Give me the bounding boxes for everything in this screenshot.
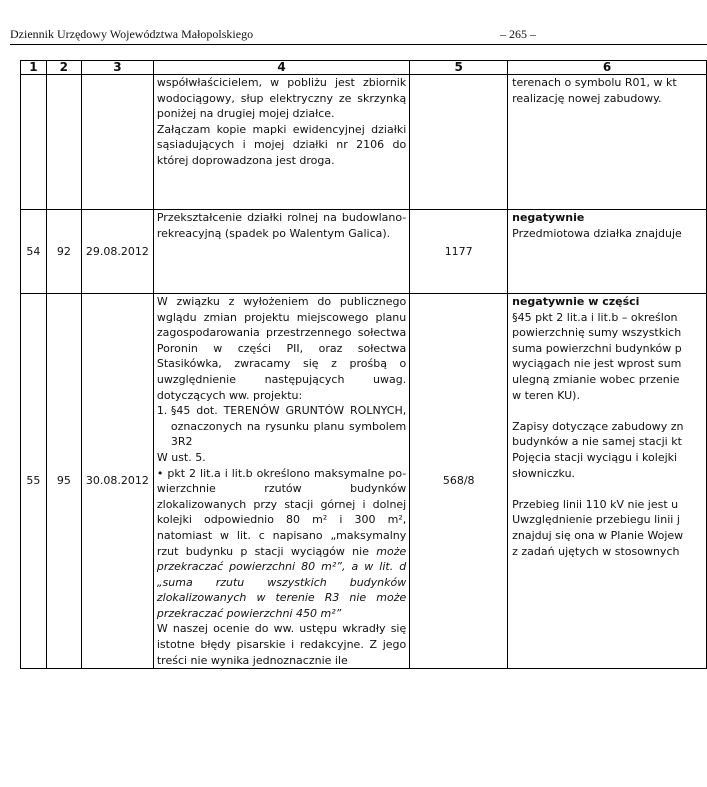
comment-paragraph: W ust. 5. — [156, 450, 206, 464]
resolution-line: §45 pkt 2 lit.a i lit.b – określon — [512, 310, 678, 324]
resolution-line: w teren KU). — [512, 388, 580, 402]
resolution-line: Przebieg linii 110 kV nie jest u — [512, 497, 679, 511]
resolution-line: realizację nowej zabudowy. — [512, 91, 662, 105]
comment-paragraph: Załączam kopie mapki ewidencyjnej działki sąsiadujących i mojej działki nr 2106 do której doprowadzona jest droga. — [156, 122, 407, 167]
journal-title: Dziennik Urzędowy Województwa Małopolskiego — [10, 27, 254, 41]
resolution-verdict: negatywnie w części — [512, 295, 640, 308]
resolution-line: powierzchnię sumy wszystkich — [512, 326, 682, 340]
table-row — [21, 75, 707, 210]
resolution-line: ulegną zmianie wobec przenie — [512, 372, 680, 386]
comment-paragraph: Przekształcenie działki rolnej na budowlano-rekreacyjną (spadek po Walentym Galica). — [156, 211, 407, 240]
row-number — [21, 75, 47, 210]
resolution-line: suma powierzchni budynków p — [512, 341, 682, 355]
resolution-line: znajduj się ona w Planie Wojew — [512, 528, 684, 542]
col-header-5: 5 — [410, 61, 508, 75]
resolution-verdict: negatywnie — [512, 211, 585, 224]
col-header-3: 3 — [81, 61, 153, 75]
resolution — [508, 75, 707, 210]
parcel-number — [410, 75, 508, 210]
table-row — [21, 210, 707, 294]
page-number: – 265 – — [500, 27, 536, 41]
resolution-line: wyciągach nie jest wprost sum — [512, 357, 682, 371]
page-header — [10, 27, 707, 47]
submission-number — [46, 75, 81, 210]
comment-paragraph: W naszej ocenie do ww. ustępu wkradły się istotne błędy pisarskie i redakcyjne. Z jego treści nie wynika jednoznacznie ile — [156, 622, 407, 667]
resolution-line — [512, 481, 706, 497]
row-number: 55 — [21, 294, 47, 669]
bullet-text: • pkt 2 lit.a i lit.b określono maksymalne po- wierzchnie rzutów budynków zlokalizowanych przy stacji górnej i dolnej kolejki odpowiednio 80 m² i 300 m², natomiast w lit. c napisano „maksymalny rzut budynku p stacji wyciągów nie — [156, 466, 407, 558]
resolution-line: Pojęcia stacji wyciągu i kolejki — [512, 450, 678, 464]
submission-date — [81, 75, 153, 210]
resolution-line: Zapisy dotyczące zabudowy zn — [512, 419, 684, 433]
resolution-line: słowniczku. — [512, 466, 576, 480]
col-header-6: 6 — [508, 61, 707, 75]
comment-paragraph: współwłaścicielem, w pobliżu jest zbiornik wodociągowy, słup elektryczny ze skrzynką poniżej na drugiej mojej działce. — [156, 76, 407, 121]
resolution-line — [512, 403, 706, 419]
comment-paragraph: W związku z wyłożeniem do publicznego wglądu zmian projektu miejscowego planu zagospodarowania przestrzennego sołectwa Poronin w części PII, oraz sołectwa Stasikówka, zwracamy się z prośbą o uwzględnienie następujących uwag. dotyczących ww. projektu: — [156, 295, 407, 402]
comment-content — [153, 210, 409, 294]
submission-number: 92 — [46, 210, 81, 294]
header-rule — [10, 44, 707, 45]
col-header-4: 4 — [153, 61, 409, 75]
resolution-line: Przedmiotowa działka znajduje — [512, 226, 682, 240]
resolution-line: terenach o symbolu R01, w kt — [512, 76, 677, 89]
resolution — [508, 294, 707, 669]
comment-content — [153, 75, 409, 210]
resolution-line: z zadań ujętych w stosownych — [512, 544, 680, 558]
table-row — [21, 294, 707, 669]
row-number: 54 — [21, 210, 47, 294]
submission-date: 30.08.2012 — [81, 294, 153, 669]
resolution — [508, 210, 707, 294]
parcel-number: 1177 — [410, 210, 508, 294]
submission-date: 29.08.2012 — [81, 210, 153, 294]
parcel-number: 568/8 — [410, 294, 508, 669]
table-header-row — [21, 61, 707, 75]
list-item: 1. §45 dot. TERENÓW GRUNTÓW ROLNYCH, oznaczonych na rysunku planu symbolem 3R2 — [171, 403, 406, 450]
col-header-1: 1 — [21, 61, 47, 75]
bullet-italic-text: może przekraczać powierzchni 80 m²”, a w lit. d „suma rzutu wszystkich budynków zlokalizowanych w terenie R3 nie może przekraczać powierzchni 450 m²” — [156, 544, 407, 620]
resolution-line: Uwzględnienie przebiegu linii j — [512, 513, 680, 527]
comment-content — [153, 294, 409, 669]
resolution-line: budynków a nie samej stacji kt — [512, 435, 682, 449]
submission-number: 95 — [46, 294, 81, 669]
comment-list — [157, 403, 406, 450]
comment-bullet — [157, 466, 406, 622]
col-header-2: 2 — [46, 61, 81, 75]
comments-table — [20, 60, 707, 669]
